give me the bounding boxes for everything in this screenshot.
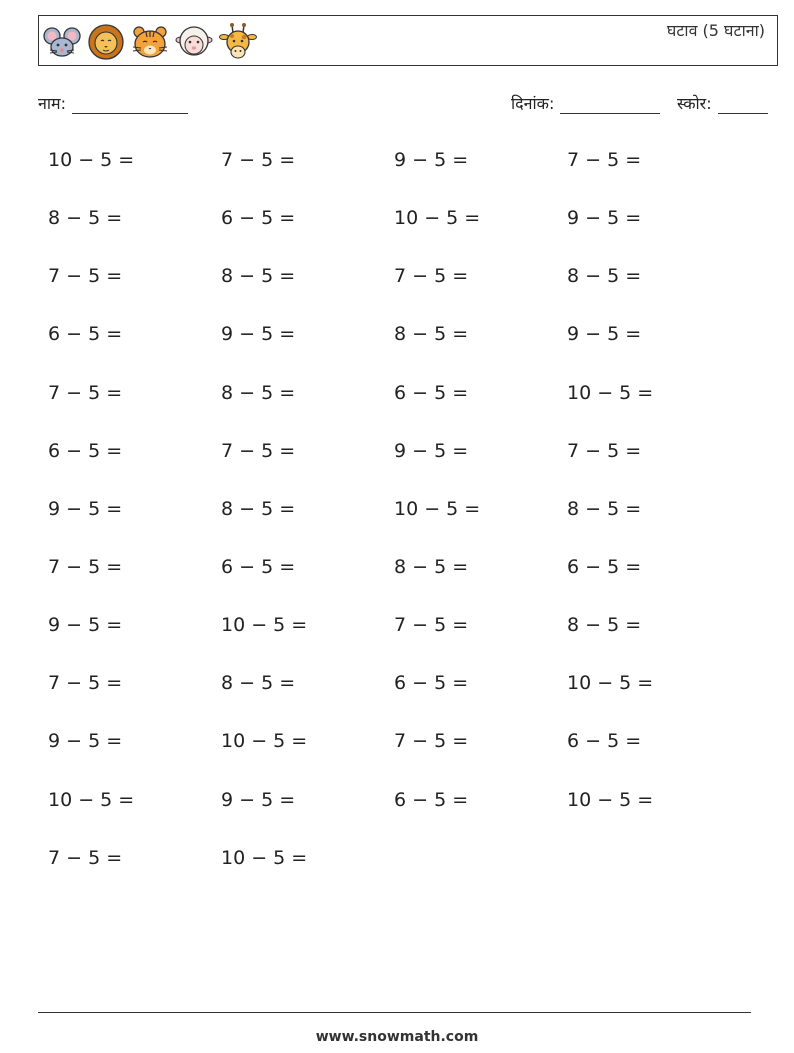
subtraction-problem: 7 − 5 = [567,149,642,171]
giraffe-icon [217,21,259,63]
subtraction-problem: 7 − 5 = [48,846,123,869]
subtraction-problem: 7 − 5 = [48,265,123,288]
subtraction-problem: 10 − 5 = [567,788,654,811]
subtraction-problem: 6 − 5 = [48,439,123,462]
subtraction-problem: 9 − 5 = [221,323,296,346]
subtraction-problem: 8 − 5 = [567,497,642,520]
date-field [511,92,660,114]
subtraction-problem: 8 − 5 = [394,555,469,578]
subtraction-problem: 7 − 5 = [221,439,296,462]
subtraction-problem: 9 − 5 = [48,614,123,637]
subtraction-problem: 7 − 5 = [48,381,123,404]
subtraction-problem: 7 − 5 = [48,672,123,695]
tiger-icon [129,21,171,63]
subtraction-problem: 7 − 5 = [221,149,296,171]
subtraction-problem: 9 − 5 = [48,730,123,753]
subtraction-problem: 8 − 5 = [221,497,296,520]
name-blank [72,95,188,114]
subtraction-problem: 8 − 5 = [567,614,642,637]
subtraction-problem: 10 − 5 = [48,788,135,811]
subtraction-problem: 8 − 5 = [221,672,296,695]
subtraction-problem: 8 − 5 = [567,265,642,288]
name-label: नाम: [38,94,66,113]
subtraction-problem: 8 − 5 = [394,323,469,346]
score-field [677,92,768,114]
subtraction-problem: 10 − 5 = [48,149,135,171]
subtraction-problem: 10 − 5 = [221,846,308,869]
subtraction-problem: 6 − 5 = [394,672,469,695]
subtraction-problem: 9 − 5 = [221,788,296,811]
sheep-icon [173,21,215,63]
mouse-icon [41,21,83,63]
subtraction-problem: 10 − 5 = [221,730,308,753]
subtraction-problem: 8 − 5 = [221,381,296,404]
score-label: स्कोर: [677,94,712,113]
subtraction-problem: 7 − 5 = [394,614,469,637]
lion-icon [85,21,127,63]
name-field [38,92,188,114]
date-label: दिनांक: [511,94,555,113]
subtraction-problem: 9 − 5 = [567,207,642,230]
subtraction-problem: 6 − 5 = [567,555,642,578]
problem-grid [48,145,742,901]
subtraction-problem: 8 − 5 = [221,265,296,288]
subtraction-problem: 10 − 5 = [394,497,481,520]
worksheet-title: घटाव (5 घटाना) [666,21,765,40]
subtraction-problem: 6 − 5 = [394,788,469,811]
subtraction-problem: 6 − 5 = [48,323,123,346]
subtraction-problem: 10 − 5 = [394,207,481,230]
footer-url: www.snowmath.com [315,1029,479,1045]
subtraction-problem: 6 − 5 = [221,207,296,230]
subtraction-problem: 7 − 5 = [394,730,469,753]
worksheet-header [38,15,778,66]
subtraction-problem: 9 − 5 = [394,439,469,462]
subtraction-problem: 10 − 5 = [567,381,654,404]
score-blank [718,95,768,114]
subtraction-problem: 8 − 5 = [48,207,123,230]
subtraction-problem: 7 − 5 = [567,439,642,462]
subtraction-problem: 7 − 5 = [394,265,469,288]
subtraction-problem: 6 − 5 = [221,555,296,578]
date-blank [560,95,660,114]
subtraction-problem: 6 − 5 = [567,730,642,753]
subtraction-problem: 9 − 5 = [567,323,642,346]
footer-divider [38,1012,751,1013]
subtraction-problem: 10 − 5 = [221,614,308,637]
subtraction-problem: 10 − 5 = [567,672,654,695]
subtraction-problem: 9 − 5 = [394,149,469,171]
subtraction-problem: 6 − 5 = [394,381,469,404]
animal-icons [41,21,259,63]
subtraction-problem: 9 − 5 = [48,497,123,520]
student-info-row [0,92,794,118]
subtraction-problem: 7 − 5 = [48,555,123,578]
